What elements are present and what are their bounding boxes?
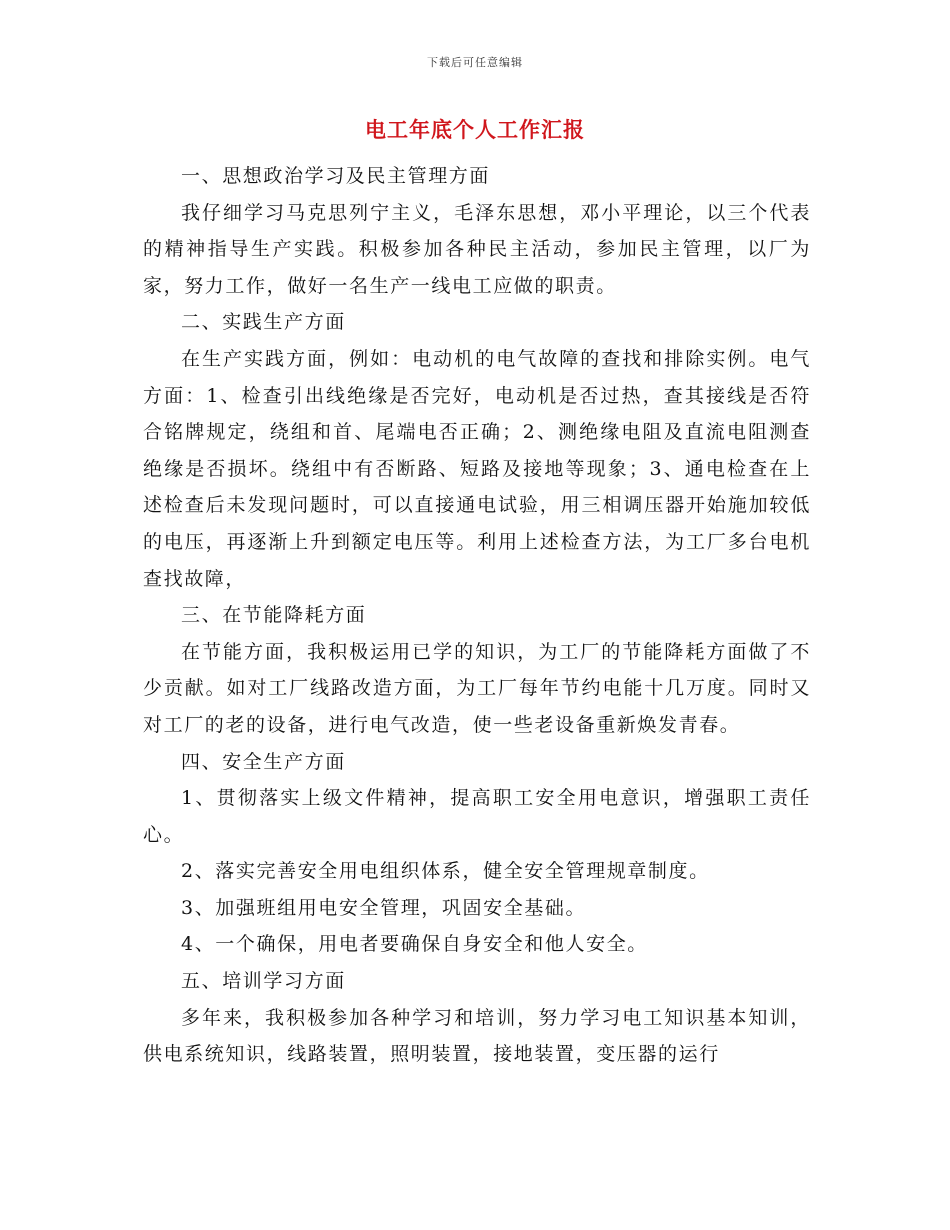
paragraph-politics: 我仔细学习马克思列宁主义，毛泽东思想，邓小平理论，以三个代表的精神指导生产实践。积极参加各种民主活动，参加民主管理，以厂为家，努力工作，做好一名生产一线电工应做的职责。	[143, 201, 811, 297]
paragraph-practice: 在生产实践方面，例如：电动机的电气故障的查找和排除实例。电气方面：1、检查引出线绝缘是否完好，电动机是否过热，查其接线是否符合铭牌规定，绕组和首、尾端电否正确；2、测绝缘电阻及直流电阻测查绝缘是否损坏。绕组中有否断路、短路及接地等现象；3、通电检查在上述检查后未发现问题时，可以直接通电试验，用三相调压器开始施加较低的电压，再逐渐上升到额定电压等。利用上述检查方法，为工厂多台电机查找故障，	[143, 347, 811, 590]
safety-item-2: 2、落实完善安全用电组织体系，健全安全管理规章制度。	[181, 860, 710, 883]
section-heading-safety: 四、安全生产方面	[181, 750, 346, 773]
section-heading-politics: 一、思想政治学习及民主管理方面	[181, 165, 491, 187]
document-title: 电工年底个人工作汇报	[365, 117, 585, 142]
safety-item-1: 1、贯彻落实上级文件精神，提高职工安全用电意识，增强职工责任心。	[143, 787, 811, 846]
paragraph-energy: 在节能方面，我积极运用已学的知识，为工厂的节能降耗方面做了不少贡献。如对工厂线路改造方面，为工厂每年节约电能十几万度。同时又对工厂的老的设备，进行电气改造，使一些老设备重新焕发青春。	[143, 640, 811, 736]
paragraph-training: 多年来，我积极参加各种学习和培训，努力学习电工知识基本知训，供电系统知识，线路装置，照明装置，接地装置，变压器的运行	[143, 1006, 811, 1066]
safety-item-4: 4、一个确保，用电者要确保自身安全和他人安全。	[181, 933, 648, 956]
section-heading-training: 五、培训学习方面	[181, 970, 346, 993]
page-header-note: 下载后可任意编辑	[427, 56, 523, 69]
section-heading-energy: 三、在节能降耗方面	[181, 604, 367, 627]
safety-item-3: 3、加强班组用电安全管理，巩固安全基础。	[181, 896, 587, 919]
document-body	[143, 158, 811, 1073]
section-heading-practice: 二、实践生产方面	[181, 311, 346, 334]
